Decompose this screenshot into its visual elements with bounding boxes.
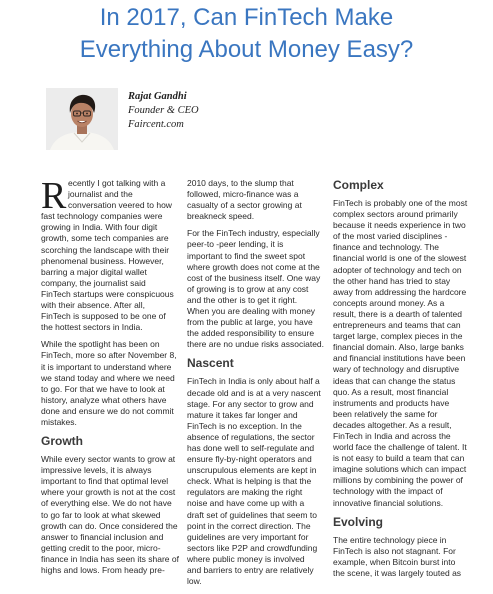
body-text-line: FinTech is supposed to be one of: [41, 311, 166, 322]
body-text-line: For the FinTech industry, especially: [187, 228, 320, 239]
section-heading-evolving: Evolving: [333, 514, 384, 529]
body-text-line: to go. For that we have to look at: [41, 383, 165, 394]
body-text-line: entrepreneurs and teams that can: [333, 320, 461, 331]
author-role: Founder & CEO: [128, 105, 199, 116]
article-title-line: In 2017, Can FinTech Make: [99, 4, 394, 31]
body-text-line: important to find that optimal level: [41, 476, 169, 487]
body-text-line: mistakes.: [41, 416, 77, 427]
body-text-line: answer to financial inclusion and: [41, 531, 164, 542]
body-text-line: 2010 days, to the slump that: [187, 178, 294, 188]
body-text-line: peer-to -peer lending, it is: [187, 239, 284, 250]
body-text-line: impressive levels, it is always: [41, 465, 152, 476]
body-text-line: followed, micro-finance was a: [187, 189, 299, 200]
section-heading-nascent: Nascent: [187, 356, 234, 371]
body-text-line: of everything else. We do not have: [41, 498, 172, 509]
body-text-line: there are no undue risks associated.: [187, 339, 325, 350]
body-text-line: financial domain. Also, large banks: [333, 342, 464, 353]
body-text-line: noise and have come up with a: [187, 498, 305, 509]
body-text-line: low.: [187, 576, 202, 587]
body-text-line: financial world is one of the slowest: [333, 253, 467, 264]
paragraph: [333, 535, 474, 579]
body-text-line: getting credit to the poor, micro-: [41, 542, 161, 553]
body-text-line: innovative financial solutions.: [333, 497, 444, 508]
body-text-line: world face the challenge of talent. It: [333, 442, 467, 453]
body-text-line: it is important to understand where: [41, 361, 172, 372]
body-text-line: ecently I got talking with a: [68, 178, 166, 188]
body-text-line: FinTech in India is only about half a: [187, 376, 320, 387]
paragraph: [187, 178, 328, 222]
body-text-line: absence of regulations, the sector: [187, 431, 315, 442]
body-text-line: FinTech startups were conspicuous: [41, 288, 174, 299]
body-text-line: casualty of a sector growing at: [187, 200, 302, 211]
body-text-line: technology with the impact of: [333, 486, 443, 497]
body-text-line: done and ensure we do not commit: [41, 405, 174, 416]
body-text-line: history, analyze what others have: [41, 394, 167, 405]
body-text-line: quo. As a result, most financial: [333, 386, 449, 397]
body-text-line: has done well to self-regulate and: [187, 442, 315, 453]
body-text-line: barring a major digital wallet: [41, 266, 147, 277]
body-text-line: instruments and products have: [333, 397, 450, 408]
author-company: Faircent.com: [128, 119, 184, 130]
body-text-line: stage. For any sector to grow and: [187, 398, 314, 409]
paragraph: [41, 339, 182, 428]
paragraph: [41, 175, 182, 333]
body-text-line: While every sector wants to grow at: [41, 454, 176, 465]
body-text-line: FinTech is no exception. In the: [187, 420, 302, 431]
body-text-line: example, when Bitcoin burst into: [333, 556, 456, 567]
body-text-line: decade old and is at a very nascent: [187, 387, 321, 398]
body-text-line: wary of technology and disruptive: [333, 364, 460, 375]
body-text-line: growth, some tech companies are: [41, 233, 169, 244]
body-text-line: The entire technology piece in: [333, 534, 447, 545]
body-text-line: complex sectors around primarily: [333, 209, 458, 220]
paragraph: [187, 376, 328, 587]
body-text-line: finance and technology. The: [333, 242, 440, 253]
paragraph: [41, 454, 182, 576]
author-photo: [46, 88, 118, 150]
body-text-line: While the spotlight has been on: [41, 339, 160, 350]
body-text-line: journalist and the: [68, 189, 133, 200]
author-portrait-image: [46, 88, 118, 150]
body-text-line: target large, complex pieces in the: [333, 331, 463, 342]
author-name: Rajat Gandhi: [128, 91, 187, 102]
body-text-line: FinTech is probably one of the most: [333, 198, 468, 208]
body-text-line: cost of the business itself. One way: [187, 272, 321, 283]
body-text-line: decades altogether. As a result,: [333, 419, 452, 430]
body-text-line: fast technology companies were: [41, 211, 163, 222]
body-text-line: of growing is to grow at any cost: [187, 283, 309, 294]
body-text-line: growth can do. Once considered the: [41, 520, 178, 531]
body-text-line: important to find the sweet spot: [187, 250, 306, 261]
body-text-line: result, there is a dearth of talented: [333, 308, 462, 319]
body-text-line: ideas that can change the status: [333, 375, 456, 386]
body-text-line: phenomenal business. However,: [41, 255, 164, 266]
body-text-line: When you are dealing with money: [187, 306, 316, 317]
body-text-line: unscrupulous elements are kept in: [187, 465, 317, 476]
body-text-line: the scene, it was largely touted as: [333, 567, 462, 578]
body-text-line: ensure fly-by-night operators and: [187, 454, 312, 465]
body-text-line: the hottest sectors in India.: [41, 322, 143, 333]
body-text-line: to go far to look at what skewed: [41, 509, 161, 520]
body-text-line: conversation veered to how: [68, 200, 172, 211]
body-text-line: of the most varied disciplines -: [333, 231, 448, 242]
body-text-line: finance in India has seen its share of: [41, 553, 179, 564]
body-text-line: adopter of technology and tech on: [333, 264, 462, 275]
body-text-line: the added responsibility to ensure: [187, 328, 315, 339]
body-text-line: highs and lows. From heady pre-: [41, 565, 165, 575]
body-text-line: guidelines are very important for: [187, 531, 309, 542]
body-text-line: millions by combining the power of: [333, 475, 463, 486]
drop-cap: R: [41, 175, 67, 217]
article-column-1: [41, 175, 182, 582]
body-text-line: company, the journalist said: [41, 277, 146, 288]
article-title: [0, 2, 493, 66]
body-text-line: mature it takes far longer and: [187, 409, 298, 420]
section-heading-growth: Growth: [41, 434, 83, 449]
body-text-line: FinTech, more so after November 8,: [41, 350, 177, 361]
body-text-line: with their absence. After all,: [41, 300, 145, 311]
body-text-line: from the public at large, you have: [187, 317, 313, 328]
author-byline: [128, 90, 199, 132]
body-text-line: breakneck speed.: [187, 211, 255, 222]
article-column-3: [333, 178, 474, 585]
article-title-line: Everything About Money Easy?: [79, 36, 414, 63]
body-text-line: because it needs experience in two: [333, 220, 466, 231]
section-heading-complex: Complex: [333, 178, 384, 192]
body-text-line: we stand today and where we need: [41, 372, 175, 383]
body-text-line: where growth does not come at the: [187, 261, 320, 272]
body-text-line: check. What is helping is that the: [187, 476, 312, 487]
article-column-2: [187, 178, 328, 593]
body-text-line: is not easy to build a team that can: [333, 453, 465, 464]
body-text-line: away from addressing the hardcore: [333, 286, 467, 297]
paragraph: [333, 198, 474, 509]
body-text-line: regulators are making the right: [187, 487, 303, 498]
body-text-line: where your growth is not at the cost: [41, 487, 176, 498]
body-text-line: scorching the landscape with their: [41, 244, 170, 255]
body-text-line: been relatively the same for: [333, 408, 438, 419]
body-text-line: concepts around money. As a: [333, 297, 445, 308]
body-text-line: FinTech is also not stagnant. For: [333, 545, 456, 556]
body-text-line: point in the correct direction. The: [187, 520, 311, 531]
body-text-line: and the other is to get it right.: [187, 294, 298, 305]
body-text-line: imagine solutions which can impact: [333, 464, 467, 475]
body-text-line: FinTech in India and across the: [333, 430, 451, 441]
body-text-line: and barriers to entry are relatively: [187, 565, 314, 575]
body-text-line: sectors like P2P and crowdfunding: [187, 542, 318, 553]
body-text-line: the other hand has tried to stay: [333, 275, 451, 286]
body-text-line: and financial institutions have been: [333, 353, 466, 364]
paragraph: [187, 228, 328, 350]
body-text-line: growing in India. With four digit: [41, 222, 158, 233]
body-text-line: where public money is involved: [187, 553, 305, 564]
body-text-line: draft set of guidelines that seem to: [187, 509, 317, 520]
